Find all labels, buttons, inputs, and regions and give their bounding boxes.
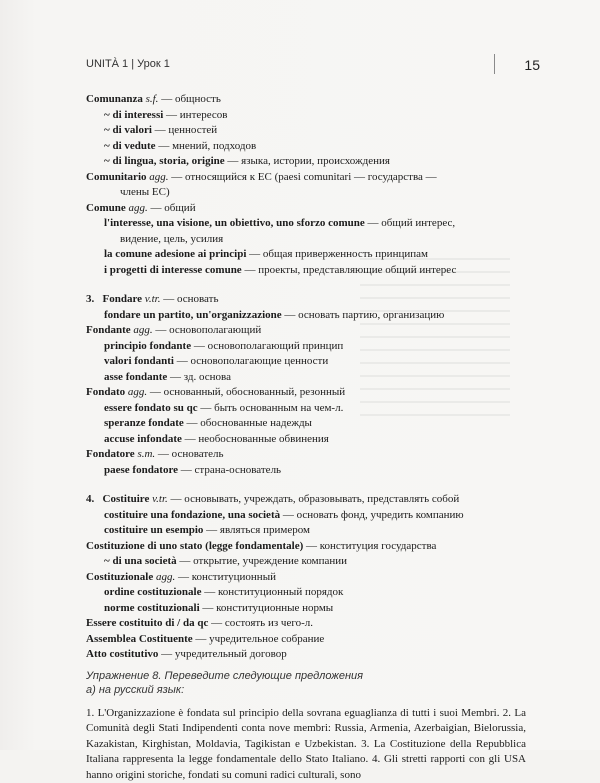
gloss-continuation: члены ЕС) (86, 185, 526, 201)
gloss: — основополагающий (153, 324, 262, 336)
vocabulary-list (86, 92, 526, 783)
entry-fondare (86, 292, 526, 308)
gloss: — конституция государства (303, 540, 436, 552)
gloss: — основывать, учреждать, образовывать, представлять собой (168, 493, 459, 505)
headword: Comune (86, 202, 126, 214)
entry-number: 4. (86, 493, 94, 505)
sub-entry: ~ di valori — ценностей (86, 123, 526, 139)
sub-entry: paese fondatore — страна-основатель (86, 463, 526, 479)
headword: Costituzionale (86, 571, 153, 583)
sub-entry: costituire un esempio — являться примером (86, 523, 526, 539)
entry-fondato (86, 385, 526, 401)
gloss-continuation: видение, цель, усилия (86, 232, 526, 248)
exercise-text: 1. L'Organizzazione è fondata sul principio della sovrana eguaglianza di tutti i suoi Membri. 2. La Comunità degli Stati Indipendenti conta nove membri: Russia, Armenia, Azerbaigian, Bielorussia, Kazakistan, Kirghistan, Moldavia, Tagikistan e Uzbekistan. 3. La Costituzione della Repubblica Italiana rappresenta la legge fondamentale dello Stato Italiano. 4. Gli stretti rapporti con gli USA hanno origini storiche, fondati su comuni radici culturali, sono (86, 706, 526, 783)
sub-entry: ordine costituzionale — конституционный порядок (86, 585, 526, 601)
grammar-tag: s.f. (146, 93, 159, 105)
entry-costituire (86, 492, 526, 508)
gloss: — основатель (155, 448, 223, 460)
gloss: — основать (160, 293, 218, 305)
grammar-tag: agg. (133, 324, 152, 336)
grammar-tag: agg. (156, 571, 175, 583)
entry-atto-costitutivo: Atto costitutivo — учредительный договор (86, 647, 526, 663)
grammar-tag: v.tr. (152, 493, 168, 505)
headword: Fondatore (86, 448, 135, 460)
gloss: — общий (148, 202, 196, 214)
grammar-tag: agg. (128, 202, 147, 214)
sub-entry: valori fondanti — основополагающие ценности (86, 354, 526, 370)
sub-entry: la comune adesione ai principi — общая приверженность принципам (86, 247, 526, 263)
headword: Fondato (86, 386, 125, 398)
entry-essere-costituito: Essere costituito di / da qc — состоять из чего-л. (86, 616, 526, 632)
sub-entry: ~ di vedute — мнений, подходов (86, 139, 526, 155)
sub-entry: accuse infondate — необоснованные обвинения (86, 432, 526, 448)
sub-entry: ~ di lingua, storia, origine — языка, истории, происхождения (86, 154, 526, 170)
sub-entry: ~ di interessi — интересов (86, 108, 526, 124)
gloss: — конституционный (175, 571, 276, 583)
entry-costituzione (86, 539, 526, 555)
grammar-tag: agg. (149, 171, 168, 183)
grammar-tag: v.tr. (145, 293, 161, 305)
header-divider (494, 54, 495, 74)
headword: Costituire (103, 493, 150, 505)
sub-entry: norme costituzionali — конституционные нормы (86, 601, 526, 617)
grammar-tag: s.m. (137, 448, 155, 460)
headword: Comunitario (86, 171, 147, 183)
page-number: 15 (524, 57, 540, 73)
entry-fondante (86, 323, 526, 339)
gloss: — основанный, обоснованный, резонный (147, 386, 345, 398)
gloss: — относящийся к ЕС (paesi comunitari — государства — (169, 171, 437, 183)
entry-assemblea-costituente: Assemblea Costituente — учредительное собрание (86, 632, 526, 648)
sub-entry: costituire una fondazione, una società — основать фонд, учредить компанию (86, 508, 526, 524)
gloss: — общность (158, 93, 220, 105)
sub-entry: fondare un partito, un'organizzazione — основать партию, организацию (86, 308, 526, 324)
running-head: UNITÀ 1 | Урок 1 (86, 58, 170, 70)
sub-entry: asse fondante — зд. основа (86, 370, 526, 386)
sub-entry: principio fondante — основополагающий принцип (86, 339, 526, 355)
entry-comunitario (86, 170, 526, 186)
sub-entry: essere fondato su qc — быть основанным на чем-л. (86, 401, 526, 417)
entry-number: 3. (86, 293, 94, 305)
sub-entry: i progetti di interesse comune — проекты, представляющие общий интерес (86, 263, 526, 279)
entry-comunanza (86, 92, 526, 108)
entry-costituzionale (86, 570, 526, 586)
headword: Fondante (86, 324, 131, 336)
exercise-subtitle: а) на русский язык: (86, 683, 526, 697)
exercise-title-line: Упражнение 8. Переведите следующие предложения (86, 669, 526, 683)
headword: Fondare (103, 293, 143, 305)
headword: Costituzione di uno stato (legge fondamentale) (86, 540, 303, 552)
page-header (86, 58, 540, 78)
headword: Comunanza (86, 93, 143, 105)
grammar-tag: agg. (128, 386, 147, 398)
exercise-title (86, 669, 526, 697)
sub-entry: speranze fondate — обоснованные надежды (86, 416, 526, 432)
entry-fondatore (86, 447, 526, 463)
sub-entry: l'interesse, una visione, un obiettivo, uno sforzo comune — общий интерес, (86, 216, 526, 232)
entry-comune (86, 201, 526, 217)
sub-entry: ~ di una società — открытие, учреждение компании (86, 554, 526, 570)
